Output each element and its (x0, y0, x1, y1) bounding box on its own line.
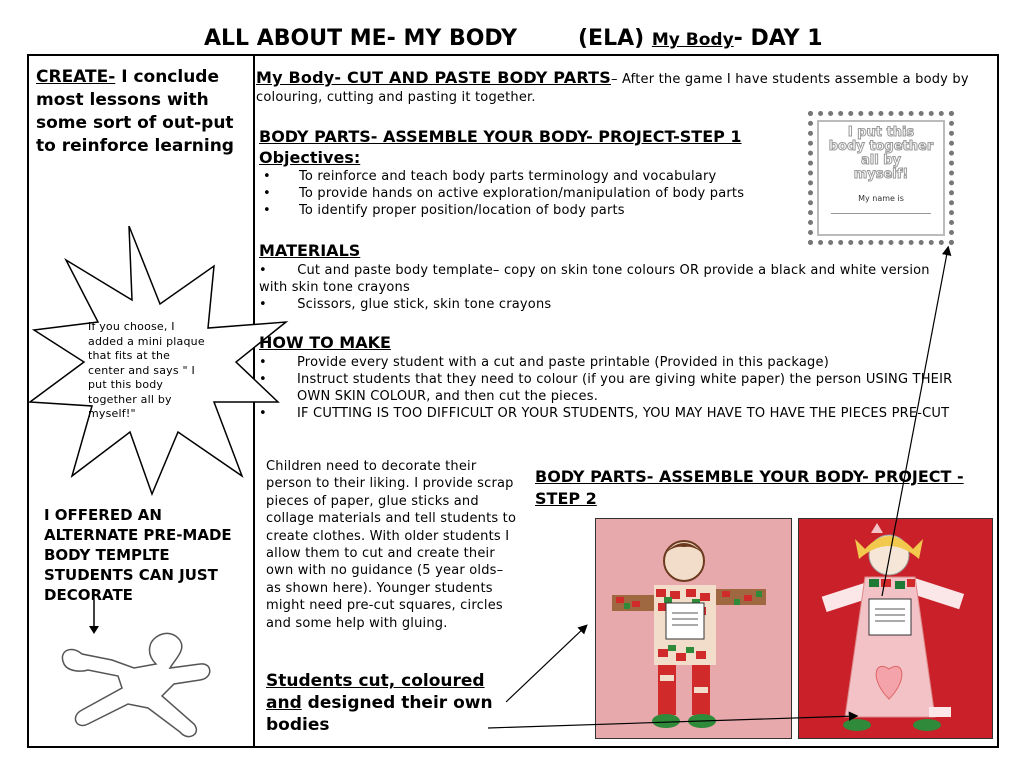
arrow-to-photo-1 (506, 626, 586, 702)
intro-dash: – (610, 72, 623, 87)
list-item: • Cut and paste body template– copy on skin tone colours OR provide a black and white version with skin tone crayons (259, 263, 930, 295)
plaque-line: I put this (847, 125, 915, 140)
page-title: ALL ABOUT ME- MY BODY (204, 26, 518, 51)
list-item: • To identify proper position/location of body parts (281, 202, 799, 219)
list-item: • Scissors, glue stick, skin tone crayons (259, 297, 552, 312)
materials-heading: MATERIALS (259, 241, 361, 260)
intro-text: After the game I have students assemble a body by colouring, cutting and pasting it together. (256, 72, 969, 105)
alternate-template-note: I OFFERED AN ALTERNATE PRE-MADE BODY TEMPLTE STUDENTS CAN JUST DECORATE (44, 506, 232, 604)
topic-label: My Body (651, 30, 734, 50)
list-item: • Instruct students that they need to colour (if you are giving white paper) the person USING THEIR OWN SKIN COLOUR, and then cut the pieces. (277, 371, 969, 405)
subject-label: (ELA) (578, 26, 645, 51)
arrow-to-photo-2 (488, 716, 856, 728)
plaque-name-label: My name is (858, 194, 904, 203)
create-label: CREATE- (36, 67, 116, 87)
list-item-text: Cut and paste body template– copy on skin tone colours OR provide a black and white version with skin tone crayons (259, 263, 930, 295)
list-item: • Provide every student with a cut and paste printable (Provided in this package) (277, 354, 969, 371)
list-item: • IF CUTTING IS TOO DIFFICULT OR YOUR STUDENTS, YOU MAY HAVE TO HAVE THE PIECES PRE-CUT (277, 405, 969, 422)
decorate-paragraph: Children need to decorate their person to their liking. I provide scrap pieces of paper, glue sticks and collage materials and tell students to create clothes. With older students I allow them to cut and create their own with no guidance (5 year olds– as shown here). Younger students might need pre-cut squares, circles and some help with gluing. (266, 459, 517, 631)
starburst-text: If you choose, I added a mini plaque that fits at the center and says " I put this body together all by myself!" (88, 320, 205, 420)
arrow-to-plaque (882, 248, 948, 596)
step1-heading: BODY PARTS- ASSEMBLE YOUR BODY- PROJECT-STEP 1 (259, 127, 742, 146)
plaque-line: all by (861, 153, 901, 168)
day-label: - DAY 1 (733, 26, 823, 51)
students-caption-rest: designed their own bodies (266, 693, 493, 735)
students-caption-underlined: Students cut, coloured and (266, 671, 485, 713)
list-item: • To reinforce and teach body parts terminology and vocabulary (281, 168, 799, 185)
plaque-line: myself! (853, 167, 909, 182)
create-text: I conclude most lessons with some sort of out-put to reinforce learning (36, 67, 234, 156)
howto-heading: HOW TO MAKE (259, 333, 391, 352)
objectives-heading: Objectives: (259, 148, 361, 167)
list-item: • To provide hands on active exploration/manipulation of body parts (281, 185, 799, 202)
step2-heading: BODY PARTS- ASSEMBLE YOUR BODY- PROJECT -STEP 2 (535, 467, 964, 508)
intro-heading: My Body- CUT AND PASTE BODY PARTS (256, 68, 611, 87)
list-item-text: Scissors, glue stick, skin tone crayons (297, 297, 552, 312)
plaque-line: body together (828, 139, 934, 154)
